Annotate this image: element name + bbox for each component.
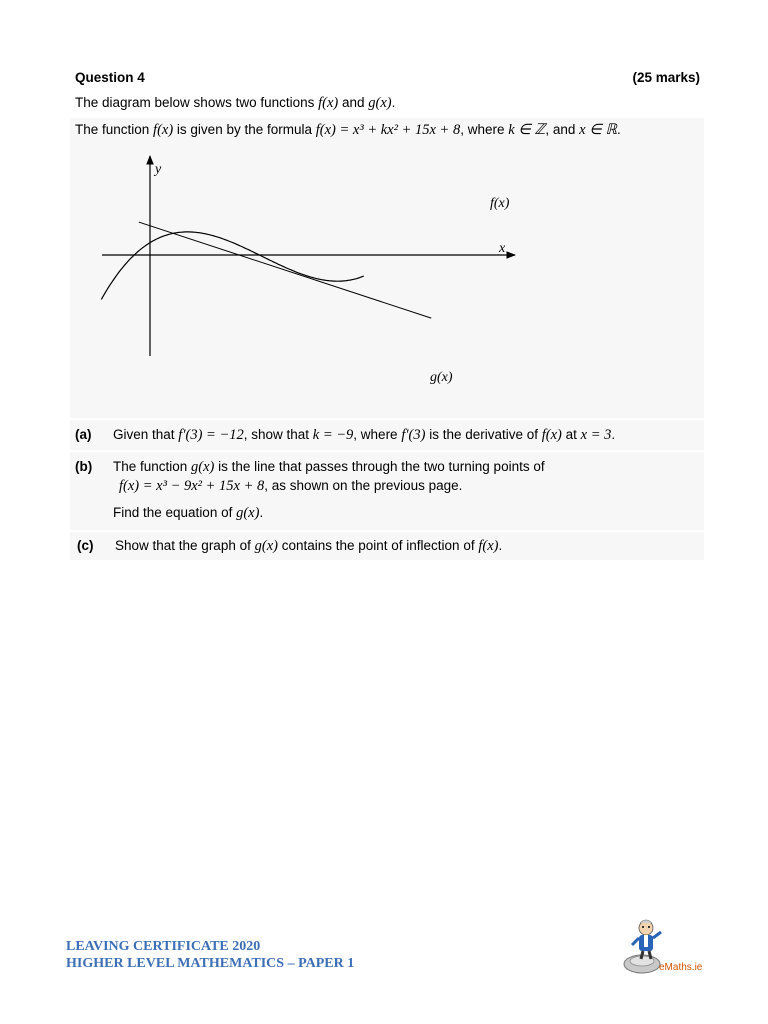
question-title: Question 4 <box>75 70 145 85</box>
f-label: f(x) <box>490 196 510 211</box>
math: k = −9 <box>312 427 354 443</box>
question-marks: (25 marks) <box>632 70 700 85</box>
intro-text: and <box>338 95 369 110</box>
g-label: g(x) <box>430 370 453 385</box>
question-shade <box>70 118 704 418</box>
part-a-label: (a) <box>75 427 92 442</box>
intro-line-2 <box>75 122 700 139</box>
part-b-label: (b) <box>75 459 93 474</box>
math: f(x) = x³ − 9x² + 15x + 8 <box>119 478 265 494</box>
math: x = 3 <box>580 427 612 443</box>
intro-text: . <box>616 122 621 137</box>
text: . <box>611 427 616 442</box>
part-b-line-1 <box>113 459 545 476</box>
intro-text: The function <box>75 122 154 137</box>
math-x: x ∈ ℝ <box>579 122 617 138</box>
part-a-text <box>113 427 615 444</box>
text: Given that <box>113 427 179 442</box>
math-g: g(x) <box>368 95 392 111</box>
math: g(x) <box>191 459 215 475</box>
part-b-line-3 <box>113 505 263 522</box>
footer <box>66 938 354 972</box>
math: f′(3) <box>401 427 426 443</box>
math: g(x) <box>236 505 260 521</box>
intro-text: The diagram below shows two functions <box>75 95 319 110</box>
footer-line-1: LEAVING CERTIFICATE 2020 <box>66 939 261 954</box>
text: at <box>561 427 581 442</box>
text: Find the equation of <box>113 505 237 520</box>
text: is the line that passes through the two turning points of <box>214 459 545 474</box>
math: g(x) <box>254 538 278 554</box>
intro-text: , where <box>460 122 509 137</box>
x-axis-label: x <box>499 241 506 256</box>
math-f: f(x) <box>318 95 339 111</box>
intro-text: . <box>391 95 396 110</box>
intro-line-1 <box>75 95 700 112</box>
math: f(x) <box>541 427 562 443</box>
y-axis-label: y <box>155 162 162 177</box>
text: , where <box>353 427 402 442</box>
math-f: f(x) <box>153 122 174 138</box>
logo-text: eMaths.ie <box>659 962 703 973</box>
text: , as shown on the previous page. <box>264 478 463 493</box>
text: , show that <box>243 427 313 442</box>
text: . <box>259 505 264 520</box>
math-formula: f(x) = x³ + kx² + 15x + 8 <box>315 122 461 138</box>
text: The function <box>113 459 192 474</box>
math: f′(3) = −12 <box>178 427 244 443</box>
part-b-line-2 <box>119 478 462 495</box>
intro-text: is given by the formula <box>173 122 316 137</box>
question-header <box>75 70 700 85</box>
text: Show that the graph of <box>115 538 255 553</box>
math: f(x) <box>478 538 499 554</box>
intro-text: , and <box>545 122 580 137</box>
part-c-text <box>115 538 502 555</box>
part-b <box>75 459 700 529</box>
footer-line-2: HIGHER LEVEL MATHEMATICS – PAPER 1 <box>66 956 355 971</box>
text: . <box>498 538 503 553</box>
text: contains the point of inflection of <box>277 538 479 553</box>
part-c-label: (c) <box>77 538 94 553</box>
math-k: k ∈ ℤ <box>508 122 546 138</box>
text: is the derivative of <box>425 427 542 442</box>
